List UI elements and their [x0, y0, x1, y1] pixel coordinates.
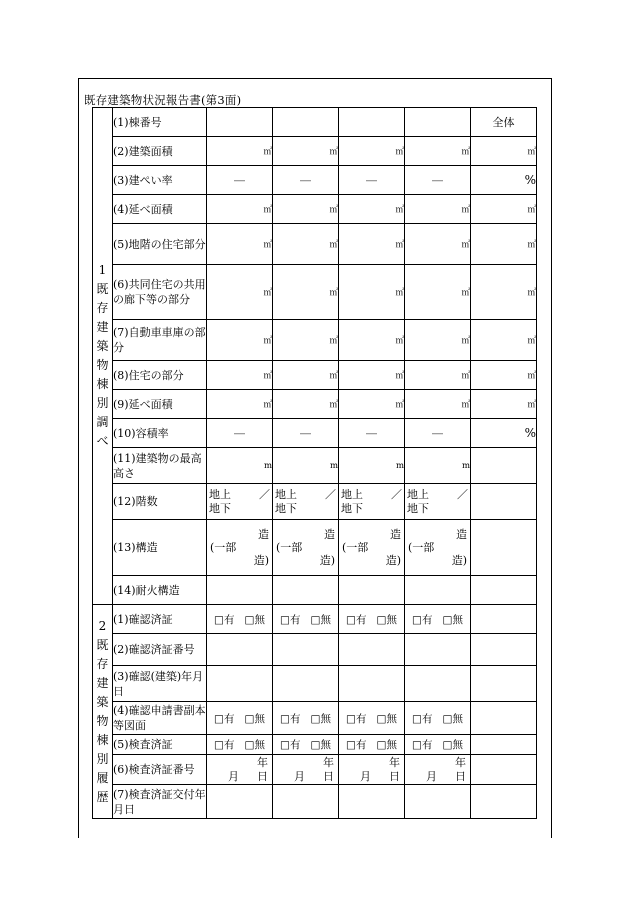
- above-label: 地上: [209, 487, 231, 501]
- table-row: [93, 361, 537, 390]
- table-row: [93, 448, 537, 484]
- area-unit: ㎡: [207, 361, 273, 390]
- yes-checkbox[interactable]: □有: [280, 613, 301, 626]
- date-cell: [207, 755, 273, 785]
- section-char: 調: [96, 415, 109, 429]
- item-label: (1)確認済証: [113, 605, 207, 634]
- meter-unit: m: [273, 448, 339, 484]
- value-cell: [207, 634, 273, 666]
- structure-cell: [273, 520, 339, 576]
- table-row: [93, 390, 537, 419]
- total-cell: [471, 735, 537, 755]
- section-char: 建: [96, 320, 109, 334]
- table-row: [93, 419, 537, 448]
- area-unit: ㎡: [405, 390, 471, 419]
- value-cell: [273, 576, 339, 605]
- value-cell: [273, 666, 339, 702]
- checkbox-cell: [339, 605, 405, 634]
- meter-unit: m: [405, 448, 471, 484]
- total-label: 全体: [471, 108, 537, 137]
- above-label: 地上: [275, 487, 297, 501]
- area-unit: ㎡: [339, 390, 405, 419]
- total-cell: [471, 605, 537, 634]
- part-label: (一部: [276, 541, 303, 554]
- no-checkbox[interactable]: □無: [310, 712, 331, 725]
- yes-checkbox[interactable]: □有: [412, 712, 433, 725]
- value-cell: [207, 785, 273, 819]
- below-label: 地下: [341, 501, 363, 515]
- area-unit: ㎡: [207, 224, 273, 265]
- month-label: 月: [360, 769, 371, 783]
- item-label: (10)容積率: [113, 419, 207, 448]
- item-label: (9)延べ面積: [113, 390, 207, 419]
- dash-mark: ―: [405, 419, 471, 448]
- floors-cell: [207, 484, 273, 520]
- total-cell: [471, 702, 537, 735]
- part-label: (一部: [342, 541, 369, 554]
- above-label: 地上: [407, 487, 429, 501]
- value-cell: [207, 108, 273, 137]
- item-label: (4)延べ面積: [113, 195, 207, 224]
- no-checkbox[interactable]: □無: [244, 739, 265, 751]
- zo-close-label: 造): [253, 554, 269, 567]
- checkbox-cell: [405, 702, 471, 735]
- date-cell: [339, 755, 405, 785]
- item-label: (7)自動車車庫の部分: [113, 320, 207, 361]
- area-unit: ㎡: [207, 195, 273, 224]
- item-label: (2)確認済証番号: [113, 634, 207, 666]
- section-char: 歴: [96, 789, 109, 804]
- part-label: (一部: [408, 541, 435, 554]
- area-unit: ㎡: [471, 265, 537, 320]
- slash: ／: [391, 487, 402, 501]
- section-char: 存: [96, 301, 109, 315]
- value-cell: [273, 108, 339, 137]
- total-cell: [471, 755, 537, 785]
- area-unit: ㎡: [207, 390, 273, 419]
- document-title: 既存建築物状況報告書(第3面): [84, 93, 242, 107]
- value-cell: [405, 666, 471, 702]
- table-row: [93, 576, 537, 605]
- structure-cell: [207, 520, 273, 576]
- area-unit: ㎡: [207, 137, 273, 166]
- yes-checkbox[interactable]: □有: [346, 712, 367, 725]
- area-unit: ㎡: [273, 224, 339, 265]
- value-cell: [405, 785, 471, 819]
- yes-checkbox[interactable]: □有: [346, 613, 367, 626]
- zo-close-label: 造): [451, 554, 467, 567]
- area-unit: ㎡: [405, 137, 471, 166]
- total-cell: [471, 484, 537, 520]
- no-checkbox[interactable]: □無: [244, 613, 265, 626]
- area-unit: ㎡: [339, 224, 405, 265]
- area-unit: ㎡: [273, 265, 339, 320]
- yes-checkbox[interactable]: □有: [214, 739, 235, 751]
- total-cell: [471, 785, 537, 819]
- area-unit: ㎡: [405, 320, 471, 361]
- dash-mark: ―: [339, 166, 405, 195]
- floors-cell: [273, 484, 339, 520]
- year-label: 年: [389, 755, 400, 769]
- checkbox-cell: [405, 605, 471, 634]
- value-cell: [273, 634, 339, 666]
- table-row: [93, 735, 537, 755]
- checkbox-cell: [207, 735, 273, 755]
- month-label: 月: [426, 769, 437, 783]
- item-label: (12)階数: [113, 484, 207, 520]
- below-label: 地下: [275, 501, 297, 515]
- checkbox-cell: [405, 735, 471, 755]
- zo-label: 造: [324, 528, 335, 541]
- area-unit: ㎡: [339, 320, 405, 361]
- area-unit: ㎡: [471, 195, 537, 224]
- item-label: (5)地階の住宅部分: [113, 224, 207, 265]
- value-cell: [273, 785, 339, 819]
- total-cell: [471, 448, 537, 484]
- percent-unit: %: [471, 419, 537, 448]
- area-unit: ㎡: [471, 320, 537, 361]
- item-label: (14)耐火構造: [113, 576, 207, 605]
- total-cell: [471, 576, 537, 605]
- meter-unit: m: [339, 448, 405, 484]
- item-label: (11)建築物の最高高さ: [113, 448, 207, 484]
- value-cell: [339, 666, 405, 702]
- day-label: 日: [323, 769, 334, 783]
- no-checkbox[interactable]: □無: [310, 739, 331, 751]
- total-cell: [471, 520, 537, 576]
- yes-checkbox[interactable]: □有: [412, 613, 433, 626]
- dash-mark: ―: [405, 166, 471, 195]
- structure-cell: [405, 520, 471, 576]
- area-unit: ㎡: [273, 195, 339, 224]
- structure-cell: [339, 520, 405, 576]
- section-char: 物: [96, 358, 109, 372]
- dash-mark: ―: [339, 419, 405, 448]
- section-1-label: [93, 108, 113, 605]
- value-cell: [207, 666, 273, 702]
- area-unit: ㎡: [339, 195, 405, 224]
- table-row: [93, 520, 537, 576]
- no-checkbox[interactable]: □無: [244, 712, 265, 725]
- value-cell: [339, 785, 405, 819]
- checkbox-cell: [207, 605, 273, 634]
- area-unit: ㎡: [273, 390, 339, 419]
- checkbox-cell: [207, 702, 273, 735]
- section-char: 築: [96, 339, 109, 353]
- area-unit: ㎡: [405, 361, 471, 390]
- section-char: 築: [96, 694, 109, 709]
- item-label: (7)検査済証交付年月日: [113, 785, 207, 819]
- no-checkbox[interactable]: □無: [310, 613, 331, 626]
- building-report-table: [92, 107, 537, 819]
- section-char: 棟: [96, 732, 109, 747]
- area-unit: ㎡: [273, 361, 339, 390]
- dash-mark: ―: [207, 419, 273, 448]
- date-cell: [273, 755, 339, 785]
- table-row: [93, 108, 537, 137]
- area-unit: ㎡: [273, 137, 339, 166]
- table-row: [93, 265, 537, 320]
- no-checkbox[interactable]: □無: [442, 712, 463, 725]
- table-row: [93, 166, 537, 195]
- area-unit: ㎡: [339, 361, 405, 390]
- year-label: 年: [257, 755, 268, 769]
- yes-checkbox[interactable]: □有: [412, 739, 433, 751]
- item-label: (1)棟番号: [113, 108, 207, 137]
- no-checkbox[interactable]: □無: [376, 712, 397, 725]
- section-char: 履: [96, 770, 109, 785]
- section-char: 既: [96, 637, 109, 652]
- below-label: 地下: [209, 501, 231, 515]
- value-cell: [405, 634, 471, 666]
- table-row: [93, 755, 537, 785]
- item-label: (5)検査済証: [113, 735, 207, 755]
- area-unit: ㎡: [339, 137, 405, 166]
- part-label: (一部: [210, 541, 237, 554]
- area-unit: ㎡: [471, 361, 537, 390]
- dash-mark: ―: [273, 419, 339, 448]
- value-cell: [405, 576, 471, 605]
- item-label: (6)検査済証番号: [113, 755, 207, 785]
- table-row: [93, 224, 537, 265]
- value-cell: [339, 108, 405, 137]
- item-label: (3)建ぺい率: [113, 166, 207, 195]
- yes-checkbox[interactable]: □有: [280, 712, 301, 725]
- zo-label: 造: [390, 528, 401, 541]
- section-char: 別: [96, 396, 109, 410]
- section-char: 物: [96, 713, 109, 728]
- year-label: 年: [323, 755, 334, 769]
- table-row: [93, 634, 537, 666]
- checkbox-cell: [339, 735, 405, 755]
- month-label: 月: [228, 769, 239, 783]
- area-unit: ㎡: [207, 265, 273, 320]
- yes-checkbox[interactable]: □有: [214, 613, 235, 626]
- yes-checkbox[interactable]: □有: [280, 739, 301, 751]
- slash: ／: [457, 487, 468, 501]
- section-char: 建: [96, 675, 109, 690]
- section-char: べ: [96, 434, 109, 448]
- area-unit: ㎡: [471, 224, 537, 265]
- item-label: (3)確認(建築)年月日: [113, 666, 207, 702]
- item-label: (13)構造: [113, 520, 207, 576]
- area-unit: ㎡: [405, 224, 471, 265]
- no-checkbox[interactable]: □無: [376, 613, 397, 626]
- value-cell: [405, 108, 471, 137]
- slash: ／: [259, 487, 270, 501]
- no-checkbox[interactable]: □無: [442, 613, 463, 626]
- no-checkbox[interactable]: □無: [376, 739, 397, 751]
- area-unit: ㎡: [471, 137, 537, 166]
- table-row: [93, 605, 537, 634]
- month-label: 月: [294, 769, 305, 783]
- floors-cell: [339, 484, 405, 520]
- above-label: 地上: [341, 487, 363, 501]
- checkbox-cell: [273, 605, 339, 634]
- total-cell: [471, 666, 537, 702]
- floors-cell: [405, 484, 471, 520]
- total-cell: [471, 634, 537, 666]
- item-label: (2)建築面積: [113, 137, 207, 166]
- section-char: 棟: [96, 377, 109, 391]
- day-label: 日: [455, 769, 466, 783]
- slash: ／: [325, 487, 336, 501]
- area-unit: ㎡: [339, 265, 405, 320]
- day-label: 日: [389, 769, 400, 783]
- no-checkbox[interactable]: □無: [442, 739, 463, 751]
- below-label: 地下: [407, 501, 429, 515]
- checkbox-cell: [339, 702, 405, 735]
- area-unit: ㎡: [405, 195, 471, 224]
- zo-label: 造: [456, 528, 467, 541]
- table-row: [93, 702, 537, 735]
- value-cell: [339, 634, 405, 666]
- year-label: 年: [455, 755, 466, 769]
- section-char: 存: [96, 656, 109, 671]
- table-row: [93, 320, 537, 361]
- item-label: (6)共同住宅の共用の廊下等の部分: [113, 265, 207, 320]
- section-number: 2: [98, 618, 107, 633]
- value-cell: [339, 576, 405, 605]
- table-row: [93, 484, 537, 520]
- checkbox-cell: [273, 735, 339, 755]
- percent-unit: %: [471, 166, 537, 195]
- yes-checkbox[interactable]: □有: [214, 712, 235, 725]
- area-unit: ㎡: [207, 320, 273, 361]
- yes-checkbox[interactable]: □有: [346, 739, 367, 751]
- value-cell: [207, 576, 273, 605]
- area-unit: ㎡: [471, 390, 537, 419]
- zo-close-label: 造): [319, 554, 335, 567]
- section-char: 既: [96, 282, 109, 296]
- table-row: [93, 195, 537, 224]
- table-row: [93, 666, 537, 702]
- zo-label: 造: [258, 528, 269, 541]
- section-char: 別: [96, 751, 109, 766]
- checkbox-cell: [273, 702, 339, 735]
- item-label: (4)確認申請書副本等図面: [113, 702, 207, 735]
- dash-mark: ―: [273, 166, 339, 195]
- meter-unit: m: [207, 448, 273, 484]
- section-number: 1: [98, 263, 107, 277]
- zo-close-label: 造): [385, 554, 401, 567]
- section-2-label: [93, 605, 113, 819]
- date-cell: [405, 755, 471, 785]
- area-unit: ㎡: [405, 265, 471, 320]
- table-row: [93, 785, 537, 819]
- area-unit: ㎡: [273, 320, 339, 361]
- table-row: [93, 137, 537, 166]
- day-label: 日: [257, 769, 268, 783]
- item-label: (8)住宅の部分: [113, 361, 207, 390]
- dash-mark: ―: [207, 166, 273, 195]
